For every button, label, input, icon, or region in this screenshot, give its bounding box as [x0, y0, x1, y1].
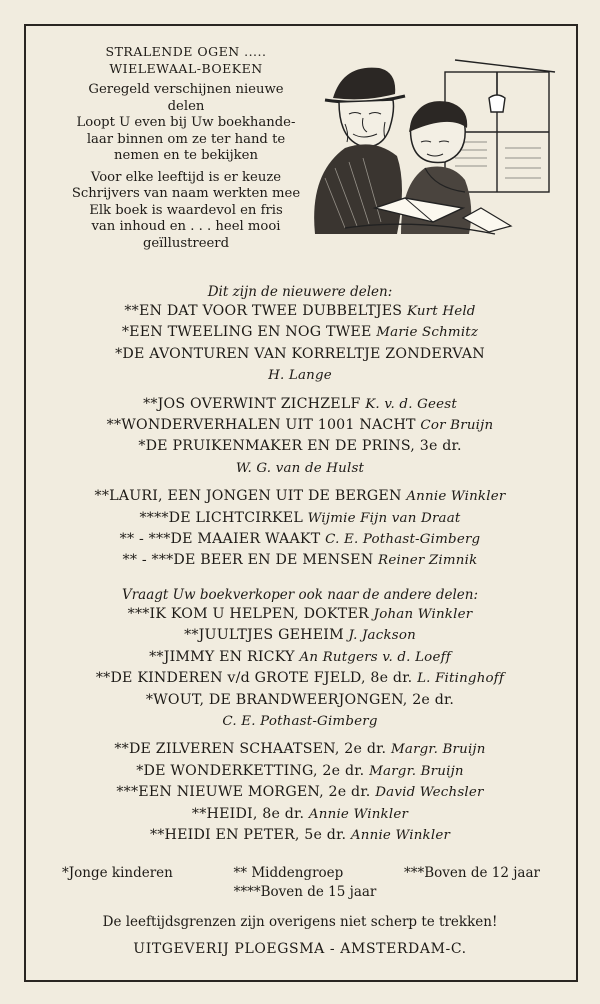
book-author: An Rutgers v. d. Loeff — [299, 649, 451, 665]
intro-line: Schrijvers van naam werkten mee — [71, 186, 301, 201]
intro-paragraph-2 — [60, 170, 312, 253]
book-author: Annie Winkler — [308, 806, 409, 822]
book-entry — [30, 436, 570, 457]
book-entry — [30, 761, 570, 782]
book-author: L. Fitinghoff — [417, 671, 505, 687]
book-author: Margr. Bruijn — [369, 763, 464, 779]
other-volumes-section — [30, 586, 570, 846]
list-spacer — [30, 732, 570, 739]
book-entry — [30, 711, 570, 732]
book-author: H. Lange — [268, 368, 332, 384]
book-entry — [30, 394, 570, 415]
intro-line: geïllustreerd — [142, 235, 230, 251]
legend-young: *Jonge kinderen — [62, 865, 173, 881]
book-entry — [30, 825, 570, 846]
intro-line: Geregeld verschijnen nieuwe — [88, 82, 284, 97]
new-volumes-section — [30, 283, 570, 572]
book-entry — [30, 508, 570, 529]
book-title: *DE PRUIKENMAKER EN DE PRINS, 3e dr. — [138, 438, 462, 455]
book-author: Reiner Zimnik — [378, 553, 478, 569]
book-entry — [30, 604, 570, 625]
book-entry — [30, 668, 570, 689]
list-spacer — [30, 387, 570, 394]
intro-block — [60, 44, 312, 252]
new-volumes-list — [30, 301, 570, 572]
book-title: **WONDERVERHALEN UIT 1001 NACHT — [106, 417, 416, 434]
book-entry — [30, 529, 570, 550]
book-title: **JOS OVERWINT ZICHZELF — [143, 395, 361, 412]
series-heading-1: STRALENDE OGEN ..... — [105, 44, 267, 59]
other-volumes-list — [30, 604, 570, 846]
book-title: ****DE LICHTCIRKEL — [139, 509, 303, 526]
book-entry — [30, 782, 570, 803]
book-title: **DE ZILVEREN SCHAATSEN, 2e dr. — [114, 741, 387, 758]
new-volumes-heading: Dit zijn de nieuwere delen: — [207, 284, 393, 300]
book-title: **LAURI, EEN JONGEN UIT DE BERGEN — [94, 488, 402, 505]
legend-above-15: ****Boven de 15 jaar — [233, 884, 377, 900]
book-entry — [30, 486, 570, 507]
book-entry — [30, 344, 570, 365]
book-title: ** - ***DE BEER EN DE MENSEN — [122, 552, 374, 569]
book-author: Johan Winkler — [373, 607, 473, 622]
book-title: ** - ***DE MAAIER WAAKT — [119, 531, 321, 548]
book-entry — [30, 804, 570, 825]
book-entry — [30, 690, 570, 711]
book-author: C. E. Pothast-Gimberg — [222, 714, 378, 730]
book-title: **EN DAT VOOR TWEE DUBBELTJES — [124, 303, 403, 319]
intro-line: nemen en te bekijken — [114, 148, 258, 163]
legend-above-12: ***Boven de 12 jaar — [403, 865, 540, 881]
book-author: C. E. Pothast-Gimberg — [325, 532, 481, 548]
legend-middle: ** Middengroep — [233, 865, 344, 881]
book-title: **HEIDI, 8e dr. — [191, 805, 305, 822]
list-spacer — [30, 479, 570, 486]
book-author: J. Jackson — [348, 628, 416, 644]
intro-line: delen — [167, 98, 205, 114]
publisher-name: UITGEVERIJ PLOEGSMA - AMSTERDAM-C. — [133, 941, 467, 957]
book-title: **HEIDI EN PETER, 5e dr. — [149, 827, 347, 844]
age-legend — [40, 864, 560, 902]
book-entry — [30, 301, 570, 322]
book-author: Marie Schmitz — [376, 325, 479, 341]
book-title: *EEN TWEELING EN NOG TWEE — [121, 324, 372, 341]
book-author: K. v. d. Geest — [365, 396, 457, 412]
intro-paragraph-1 — [60, 82, 312, 165]
intro-line: laar binnen om ze ter hand te — [86, 131, 286, 147]
book-author: Kurt Held — [406, 304, 476, 319]
book-author: Annie Winkler — [350, 828, 451, 844]
footer — [30, 909, 570, 963]
book-author: Cor Bruijn — [420, 418, 494, 434]
book-author: Annie Winkler — [406, 489, 506, 505]
intro-line: Voor elke leeftijd is er keuze — [90, 169, 282, 185]
book-entry — [30, 550, 570, 571]
other-volumes-heading: Vraagt Uw boekverkoper ook naar de andere delen: — [121, 587, 479, 603]
book-author: Wijmie Fijn van Draat — [307, 510, 461, 526]
book-title: **JIMMY EN RICKY — [149, 648, 295, 665]
book-title: **DE KINDEREN v/d GROTE FJELD, 8e dr. — [95, 670, 413, 687]
book-entry — [30, 647, 570, 668]
intro-line: Loopt U even bij Uw boekhande- — [76, 115, 296, 130]
series-heading-2: WIELEWAAL-BOEKEN — [109, 60, 263, 76]
illustration-man-and-boy-reading-icon — [305, 58, 565, 238]
book-entry — [30, 739, 570, 760]
intro-line: Elk boek is waardevol en fris — [89, 202, 283, 218]
book-title: ***IK KOM U HELPEN, DOKTER — [127, 606, 369, 622]
book-author: Margr. Bruijn — [390, 742, 486, 758]
book-author: David Wechsler — [375, 785, 484, 801]
book-entry — [30, 458, 570, 479]
book-author: W. G. van de Hulst — [235, 460, 365, 476]
age-note: De leeftijdsgrenzen zijn overigens niet scherp te trekken! — [102, 914, 498, 930]
book-entry — [30, 415, 570, 436]
book-title: **JUULTJES GEHEIM — [184, 627, 344, 644]
book-title: ***EEN NIEUWE MORGEN, 2e dr. — [116, 784, 371, 801]
book-title: *DE WONDERKETTING, 2e dr. — [136, 762, 365, 779]
book-entry — [30, 322, 570, 343]
book-title: *WOUT, DE BRANDWEERJONGEN, 2e dr. — [145, 691, 455, 708]
intro-line: van inhoud en . . . heel mooi — [91, 219, 281, 234]
book-entry — [30, 365, 570, 386]
book-title: *DE AVONTUREN VAN KORRELTJE ZONDERVAN — [115, 345, 485, 362]
book-entry — [30, 625, 570, 646]
